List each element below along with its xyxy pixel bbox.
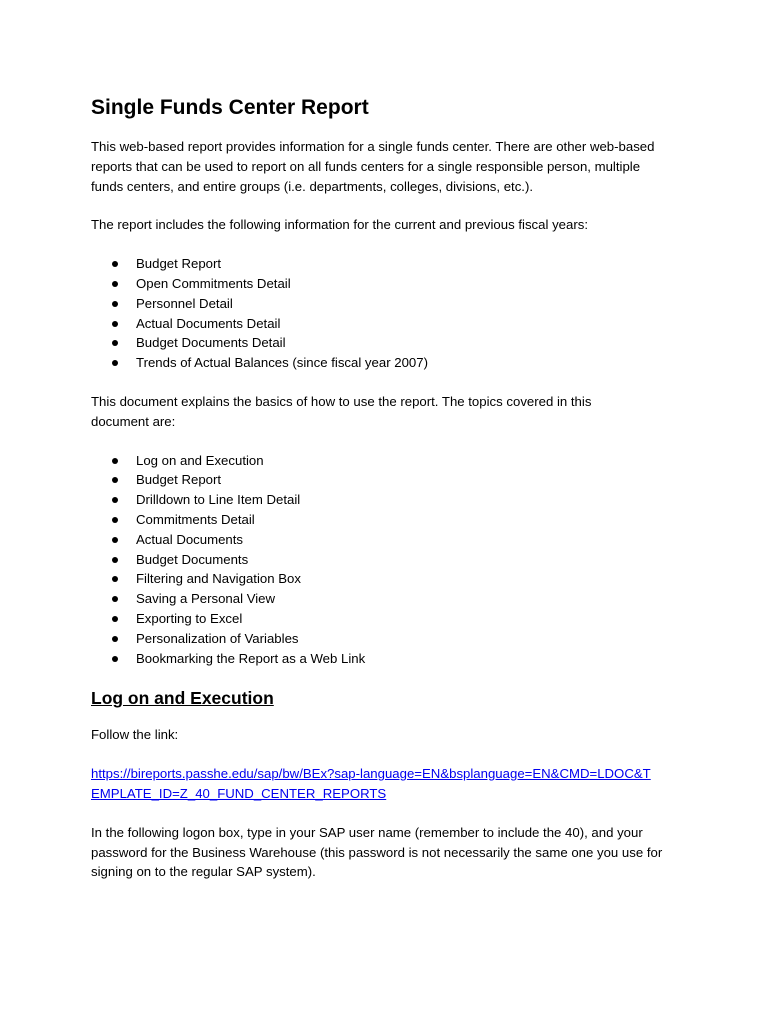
bullet-icon	[112, 616, 118, 622]
document-title: Single Funds Center Report	[91, 96, 369, 119]
list-item: Drilldown to Line Item Detail	[91, 490, 691, 510]
bullet-icon	[112, 281, 118, 287]
document-page	[91, 94, 691, 882]
bullet-icon	[112, 497, 118, 503]
list-item: Budget Documents Detail	[91, 333, 691, 353]
list-item: Trends of Actual Balances (since fiscal year 2007)	[91, 353, 691, 373]
bullet-icon	[112, 636, 118, 642]
bullet-icon	[112, 596, 118, 602]
bullet-icon	[112, 517, 118, 523]
bullet-icon	[112, 301, 118, 307]
bullet-icon	[112, 340, 118, 346]
includes-list	[91, 254, 691, 373]
section-heading: Log on and Execution	[91, 688, 274, 709]
list-item: Budget Report	[91, 254, 691, 274]
follow-text: Follow the link:	[91, 727, 179, 743]
bullet-icon	[112, 261, 118, 267]
includes-heading: The report includes the following information for the current and previous fiscal years:	[91, 217, 588, 233]
report-link[interactable]: https://bireports.passhe.edu/sap/bw/BEx?sap-language=EN&bsplanguage=EN&CMD=LDOC&TEMPLATE_ID=Z_40_FUND_CENTER_REPORTS	[91, 766, 651, 801]
list-item: Budget Report	[91, 470, 691, 490]
intro-paragraph: This web-based report provides information for a single funds center. There are other web-based reports that can be used to report on all funds centers for a single responsible person, multiple funds centers, and entire groups (i.e. departments, colleges, divisions, etc.).	[91, 139, 655, 194]
list-item: Exporting to Excel	[91, 609, 691, 629]
list-item: Personnel Detail	[91, 294, 691, 314]
list-item: Saving a Personal View	[91, 589, 691, 609]
topics-heading: This document explains the basics of how to use the report. The topics covered in this document are:	[91, 393, 592, 429]
bullet-icon	[112, 321, 118, 327]
bullet-icon	[112, 537, 118, 543]
list-item: Actual Documents Detail	[91, 314, 691, 334]
bullet-icon	[112, 576, 118, 582]
logon-paragraph: In the following logon box, type in your SAP user name (remember to include the 40), and your password for the Business Warehouse (this password is not necessarily the same one you use for signing on to the regular SAP system).	[91, 824, 663, 880]
bullet-icon	[112, 458, 118, 464]
list-item: Log on and Execution	[91, 451, 691, 471]
topics-list	[91, 451, 691, 669]
list-item: Bookmarking the Report as a Web Link	[91, 649, 691, 669]
bullet-icon	[112, 360, 118, 366]
bullet-icon	[112, 656, 118, 662]
bullet-icon	[112, 557, 118, 563]
bullet-icon	[112, 477, 118, 483]
list-item: Commitments Detail	[91, 510, 691, 530]
list-item: Open Commitments Detail	[91, 274, 691, 294]
list-item: Actual Documents	[91, 530, 691, 550]
list-item: Personalization of Variables	[91, 629, 691, 649]
list-item: Budget Documents	[91, 550, 691, 570]
list-item: Filtering and Navigation Box	[91, 569, 691, 589]
